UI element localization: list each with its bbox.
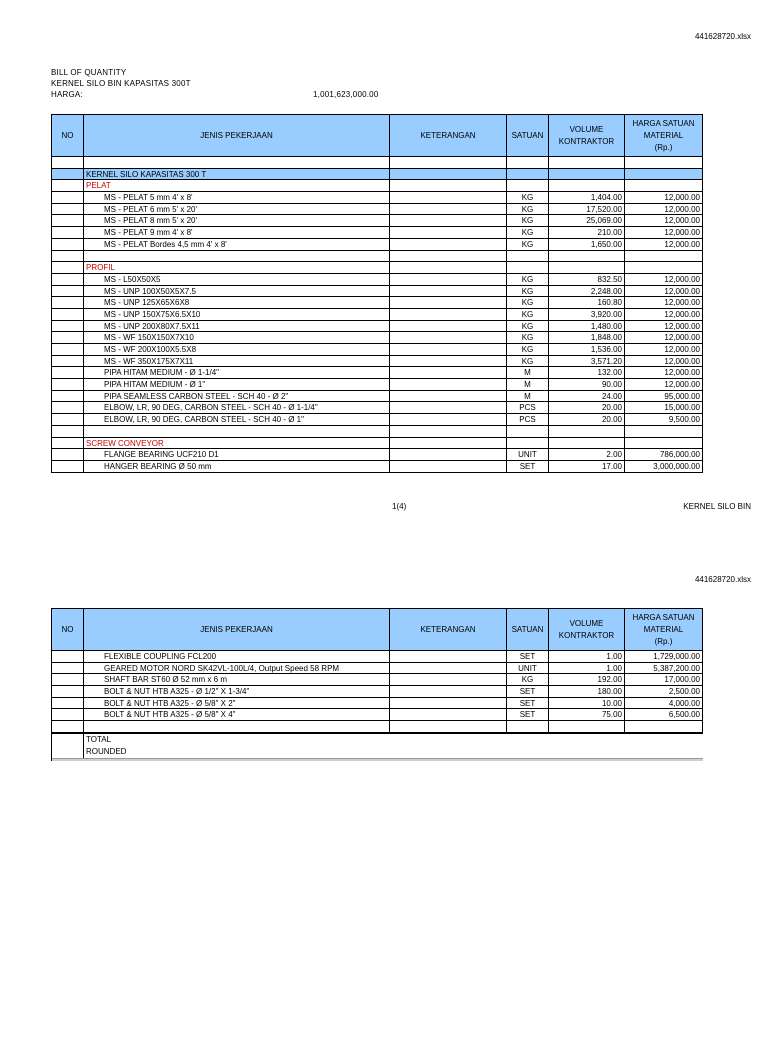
- cell-volume: 210.00: [549, 227, 625, 239]
- cell-volume: 3,920.00: [549, 309, 625, 321]
- cell-no: [52, 449, 84, 461]
- cell-keterangan: [390, 262, 507, 274]
- cell-volume: 1,536.00: [549, 344, 625, 356]
- cell-no: [52, 461, 84, 473]
- cell-harga: 12,000.00: [625, 379, 703, 391]
- cell-satuan: [507, 169, 549, 181]
- cell-keterangan: [390, 251, 507, 263]
- file-name: 441628720.xlsx: [694, 575, 751, 584]
- cell-jenis: ELBOW, LR, 90 DEG, CARBON STEEL - SCH 40 - Ø 1-1/4": [84, 402, 390, 414]
- cell-harga: 12,000.00: [625, 332, 703, 344]
- cell-keterangan: [390, 204, 507, 216]
- cell-harga: [625, 157, 703, 169]
- cell-satuan: KG: [507, 356, 549, 368]
- cell-volume: 1,480.00: [549, 321, 625, 333]
- cell-no: [52, 344, 84, 356]
- table-row: [52, 686, 703, 698]
- cell-harga: 12,000.00: [625, 344, 703, 356]
- sheet-page-2: [0, 535, 768, 1047]
- cell-keterangan: [390, 426, 507, 438]
- table-header: [52, 608, 703, 651]
- cell-jenis: [84, 157, 390, 169]
- cell-jenis: [84, 426, 390, 438]
- cell-harga: [625, 438, 703, 450]
- cell-harga: 4,000.00: [625, 698, 703, 710]
- table-header: [52, 114, 703, 157]
- total-row: [52, 734, 703, 746]
- cell-no: [52, 414, 84, 426]
- table-row: [52, 274, 703, 286]
- col-keterangan: KETERANGAN: [390, 609, 507, 650]
- cell-jenis: MS - UNP 150X75X6.5X10: [84, 309, 390, 321]
- cell-jenis: MS - L50X50X5: [84, 274, 390, 286]
- cell-keterangan: [390, 192, 507, 204]
- cell-harga: 9,500.00: [625, 414, 703, 426]
- cell-no: [52, 297, 84, 309]
- cell-satuan: [507, 426, 549, 438]
- table-row: [52, 356, 703, 368]
- cell-keterangan: [390, 227, 507, 239]
- cell-harga: 17,000.00: [625, 674, 703, 686]
- section-row: [52, 169, 703, 181]
- cell-harga: 12,000.00: [625, 356, 703, 368]
- cell-jenis: BOLT & NUT HTB A325 - Ø 5/8" X 2": [84, 698, 390, 710]
- table-row: [52, 321, 703, 333]
- cell-jenis: MS - PELAT 5 mm 4' x 8': [84, 192, 390, 204]
- sheet-page-1: [0, 0, 768, 512]
- harga-label: HARGA:: [51, 90, 83, 99]
- cell-keterangan: [390, 379, 507, 391]
- col-volume: VOLUME KONTRAKTOR: [549, 115, 625, 156]
- cell-keterangan: [390, 438, 507, 450]
- cell-harga: 12,000.00: [625, 274, 703, 286]
- cell-volume: [549, 438, 625, 450]
- cell-no: [52, 227, 84, 239]
- cell-satuan: KG: [507, 321, 549, 333]
- cell-keterangan: [390, 169, 507, 181]
- total-label: TOTAL: [86, 734, 112, 744]
- cell-volume: [549, 157, 625, 169]
- cell-keterangan: [390, 344, 507, 356]
- category-row: [52, 180, 703, 192]
- cell-volume: 20.00: [549, 402, 625, 414]
- cell-satuan: KG: [507, 274, 549, 286]
- cell-jenis: MS - UNP 125X65X6X8: [84, 297, 390, 309]
- cell-harga: 12,000.00: [625, 227, 703, 239]
- cell-harga: 12,000.00: [625, 204, 703, 216]
- cell-keterangan: [390, 274, 507, 286]
- table-row: [52, 698, 703, 710]
- cell-harga: 12,000.00: [625, 321, 703, 333]
- cell-no: [52, 239, 84, 251]
- cell-no: [52, 309, 84, 321]
- table-row: [52, 332, 703, 344]
- boq-table: [51, 608, 703, 761]
- cell-no: [52, 721, 84, 733]
- cell-satuan: SET: [507, 686, 549, 698]
- cell-no: [52, 157, 84, 169]
- cell-jenis: KERNEL SILO KAPASITAS 300 T: [84, 169, 390, 181]
- cell-volume: [549, 426, 625, 438]
- cell-jenis: PIPA SEAMLESS CARBON STEEL - SCH 40 - Ø 2": [84, 391, 390, 403]
- cell-satuan: [507, 157, 549, 169]
- cell-volume: [549, 251, 625, 263]
- cell-volume: 160.80: [549, 297, 625, 309]
- col-harga: HARGA SATUAN MATERIAL (Rp.): [625, 115, 703, 156]
- cell-satuan: [507, 180, 549, 192]
- cell-volume: 1,650.00: [549, 239, 625, 251]
- cell-harga: 15,000.00: [625, 402, 703, 414]
- cell-no: [52, 321, 84, 333]
- cell-satuan: SET: [507, 698, 549, 710]
- cell-keterangan: [390, 297, 507, 309]
- cell-jenis: MS - WF 350X175X7X11: [84, 356, 390, 368]
- cell-jenis: ELBOW, LR, 90 DEG, CARBON STEEL - SCH 40 - Ø 1": [84, 414, 390, 426]
- table-row: [52, 297, 703, 309]
- cell-volume: 20.00: [549, 414, 625, 426]
- table-row: [52, 215, 703, 227]
- cell-keterangan: [390, 367, 507, 379]
- cell-satuan: [507, 438, 549, 450]
- cell-no: [52, 356, 84, 368]
- cell-volume: [549, 180, 625, 192]
- cell-keterangan: [390, 686, 507, 698]
- cell-jenis: SCREW CONVEYOR: [84, 438, 390, 450]
- cell-jenis: PROFIL: [84, 262, 390, 274]
- cell-jenis: MS - PELAT 8 mm 5' x 20': [84, 215, 390, 227]
- cell-volume: 192.00: [549, 674, 625, 686]
- cell-keterangan: [390, 721, 507, 733]
- cell-no: [52, 367, 84, 379]
- table-row: [52, 192, 703, 204]
- col-no: NO: [52, 115, 84, 156]
- cell-harga: 12,000.00: [625, 286, 703, 298]
- cell-keterangan: [390, 286, 507, 298]
- cell-satuan: KG: [507, 215, 549, 227]
- cell-keterangan: [390, 321, 507, 333]
- table-row: [52, 344, 703, 356]
- cell-volume: 24.00: [549, 391, 625, 403]
- cell-jenis: FLANGE BEARING UCF210 D1: [84, 449, 390, 461]
- cell-volume: 1,848.00: [549, 332, 625, 344]
- table-row: [52, 461, 703, 473]
- cell-volume: 90.00: [549, 379, 625, 391]
- file-name: 441628720.xlsx: [694, 32, 751, 41]
- blank-row: [52, 157, 703, 169]
- rounded-label: ROUNDED: [86, 746, 127, 756]
- cell-keterangan: [390, 239, 507, 251]
- table-row: [52, 402, 703, 414]
- rounded-row: [52, 746, 703, 758]
- cell-volume: 17.00: [549, 461, 625, 473]
- header-subtitle: KERNEL SILO BIN KAPASITAS 300T: [51, 79, 191, 88]
- cell-satuan: KG: [507, 192, 549, 204]
- cell-no: [52, 426, 84, 438]
- cell-keterangan: [390, 709, 507, 721]
- page-footer-title: KERNEL SILO BIN: [683, 502, 751, 511]
- cell-volume: 2,248.00: [549, 286, 625, 298]
- cell-harga: 3,000,000.00: [625, 461, 703, 473]
- table-row: [52, 309, 703, 321]
- col-volume: VOLUME KONTRAKTOR: [549, 609, 625, 650]
- cell-keterangan: [390, 356, 507, 368]
- cell-no: [52, 169, 84, 181]
- table-row: [52, 391, 703, 403]
- table-row: [52, 414, 703, 426]
- cell-volume: [549, 169, 625, 181]
- cell-no: [52, 262, 84, 274]
- cell-no: [52, 379, 84, 391]
- cell-jenis: MS - PELAT 9 mm 4' x 8': [84, 227, 390, 239]
- cell-no: [52, 663, 84, 675]
- table-bottom-border: [52, 758, 703, 761]
- cell-satuan: M: [507, 367, 549, 379]
- header-title: BILL OF QUANTITY: [51, 68, 127, 77]
- cell-keterangan: [390, 414, 507, 426]
- cell-jenis: MS - WF 200X100X5.5X8: [84, 344, 390, 356]
- cell-jenis: PIPA HITAM MEDIUM - Ø 1-1/4": [84, 367, 390, 379]
- cell-volume: 17,520.00: [549, 204, 625, 216]
- rounded-no-cell: [52, 746, 84, 758]
- table-row: [52, 239, 703, 251]
- cell-harga: 2,500.00: [625, 686, 703, 698]
- cell-satuan: M: [507, 391, 549, 403]
- cell-volume: 75.00: [549, 709, 625, 721]
- cell-satuan: [507, 721, 549, 733]
- cell-volume: 25,069.00: [549, 215, 625, 227]
- cell-harga: 12,000.00: [625, 192, 703, 204]
- cell-jenis: SHAFT BAR ST60 Ø 52 mm x 6 m: [84, 674, 390, 686]
- cell-keterangan: [390, 663, 507, 675]
- cell-keterangan: [390, 674, 507, 686]
- cell-satuan: PCS: [507, 402, 549, 414]
- cell-keterangan: [390, 215, 507, 227]
- cell-volume: 180.00: [549, 686, 625, 698]
- cell-no: [52, 391, 84, 403]
- blank-row: [52, 426, 703, 438]
- cell-satuan: UNIT: [507, 449, 549, 461]
- cell-volume: [549, 262, 625, 274]
- col-no: NO: [52, 609, 84, 650]
- cell-no: [52, 274, 84, 286]
- cell-satuan: SET: [507, 461, 549, 473]
- cell-keterangan: [390, 309, 507, 321]
- cell-no: [52, 192, 84, 204]
- cell-no: [52, 286, 84, 298]
- table-body: [52, 157, 703, 473]
- cell-jenis: MS - UNP 200X80X7.5X11: [84, 321, 390, 333]
- cell-harga: 6,500.00: [625, 709, 703, 721]
- cell-no: [52, 215, 84, 227]
- table-row: [52, 674, 703, 686]
- cell-harga: 95,000.00: [625, 391, 703, 403]
- col-jenis: JENIS PEKERJAAN: [84, 609, 390, 650]
- cell-no: [52, 180, 84, 192]
- blank-row: [52, 251, 703, 263]
- page-number: 1(4): [392, 502, 407, 511]
- cell-harga: 1,729,000.00: [625, 651, 703, 663]
- category-row: [52, 262, 703, 274]
- cell-harga: [625, 262, 703, 274]
- blank-row: [52, 721, 703, 733]
- table-row: [52, 204, 703, 216]
- table-row: [52, 651, 703, 663]
- cell-satuan: KG: [507, 286, 549, 298]
- cell-satuan: KG: [507, 332, 549, 344]
- cell-no: [52, 402, 84, 414]
- cell-keterangan: [390, 698, 507, 710]
- cell-harga: 12,000.00: [625, 239, 703, 251]
- cell-jenis: FLEXIBLE COUPLING FCL200: [84, 651, 390, 663]
- cell-harga: 12,000.00: [625, 367, 703, 379]
- col-keterangan: KETERANGAN: [390, 115, 507, 156]
- cell-no: [52, 438, 84, 450]
- cell-harga: [625, 721, 703, 733]
- table-row: [52, 709, 703, 721]
- cell-jenis: PIPA HITAM MEDIUM - Ø 1": [84, 379, 390, 391]
- cell-volume: 1.00: [549, 651, 625, 663]
- cell-volume: 132.00: [549, 367, 625, 379]
- cell-harga: [625, 169, 703, 181]
- cell-volume: 10.00: [549, 698, 625, 710]
- cell-satuan: KG: [507, 227, 549, 239]
- cell-harga: 12,000.00: [625, 297, 703, 309]
- col-satuan: SATUAN: [507, 609, 549, 650]
- cell-volume: 1.00: [549, 663, 625, 675]
- cell-satuan: PCS: [507, 414, 549, 426]
- cell-satuan: KG: [507, 344, 549, 356]
- table-row: [52, 227, 703, 239]
- cell-jenis: BOLT & NUT HTB A325 - Ø 5/8" X 4": [84, 709, 390, 721]
- cell-keterangan: [390, 391, 507, 403]
- table-row: [52, 663, 703, 675]
- cell-jenis: PELAT: [84, 180, 390, 192]
- cell-satuan: [507, 262, 549, 274]
- harga-value: 1,001,623,000.00: [313, 90, 379, 99]
- total-no-cell: [52, 734, 84, 746]
- cell-keterangan: [390, 157, 507, 169]
- cell-harga: 12,000.00: [625, 215, 703, 227]
- boq-table: [51, 114, 703, 473]
- cell-volume: 1,404.00: [549, 192, 625, 204]
- cell-no: [52, 332, 84, 344]
- cell-satuan: KG: [507, 297, 549, 309]
- col-harga: HARGA SATUAN MATERIAL (Rp.): [625, 609, 703, 650]
- cell-satuan: KG: [507, 674, 549, 686]
- cell-keterangan: [390, 402, 507, 414]
- table-row: [52, 286, 703, 298]
- cell-no: [52, 651, 84, 663]
- cell-satuan: M: [507, 379, 549, 391]
- cell-no: [52, 204, 84, 216]
- table-body: [52, 651, 703, 733]
- cell-keterangan: [390, 461, 507, 473]
- table-row: [52, 379, 703, 391]
- category-row: [52, 438, 703, 450]
- cell-jenis: BOLT & NUT HTB A325 - Ø 1/2" X 1-3/4": [84, 686, 390, 698]
- cell-volume: 2.00: [549, 449, 625, 461]
- cell-volume: 3,571.20: [549, 356, 625, 368]
- cell-satuan: [507, 251, 549, 263]
- cell-satuan: SET: [507, 651, 549, 663]
- col-jenis: JENIS PEKERJAAN: [84, 115, 390, 156]
- cell-jenis: [84, 251, 390, 263]
- cell-harga: [625, 251, 703, 263]
- cell-no: [52, 709, 84, 721]
- cell-jenis: MS - WF 150X150X7X10: [84, 332, 390, 344]
- cell-satuan: KG: [507, 239, 549, 251]
- cell-no: [52, 698, 84, 710]
- cell-no: [52, 686, 84, 698]
- cell-keterangan: [390, 332, 507, 344]
- cell-keterangan: [390, 180, 507, 192]
- cell-keterangan: [390, 651, 507, 663]
- col-satuan: SATUAN: [507, 115, 549, 156]
- cell-no: [52, 251, 84, 263]
- cell-harga: [625, 426, 703, 438]
- cell-jenis: MS - PELAT 6 mm 5' x 20': [84, 204, 390, 216]
- cell-harga: 786,000.00: [625, 449, 703, 461]
- cell-satuan: SET: [507, 709, 549, 721]
- cell-jenis: GEARED MOTOR NORD SK42VL-100L/4, Output Speed 58 RPM: [84, 663, 390, 675]
- cell-jenis: [84, 721, 390, 733]
- cell-jenis: MS - PELAT Bordes 4,5 mm 4' x 8': [84, 239, 390, 251]
- cell-harga: [625, 180, 703, 192]
- cell-jenis: HANGER BEARING Ø 50 mm: [84, 461, 390, 473]
- cell-harga: 5,387,200.00: [625, 663, 703, 675]
- cell-satuan: KG: [507, 309, 549, 321]
- cell-satuan: KG: [507, 204, 549, 216]
- cell-volume: 832.50: [549, 274, 625, 286]
- cell-harga: 12,000.00: [625, 309, 703, 321]
- cell-no: [52, 674, 84, 686]
- table-row: [52, 449, 703, 461]
- cell-volume: [549, 721, 625, 733]
- table-row: [52, 367, 703, 379]
- document-header: [51, 67, 379, 100]
- totals-block: [52, 733, 703, 761]
- cell-jenis: MS - UNP 100X50X5X7.5: [84, 286, 390, 298]
- cell-keterangan: [390, 449, 507, 461]
- cell-satuan: UNIT: [507, 663, 549, 675]
